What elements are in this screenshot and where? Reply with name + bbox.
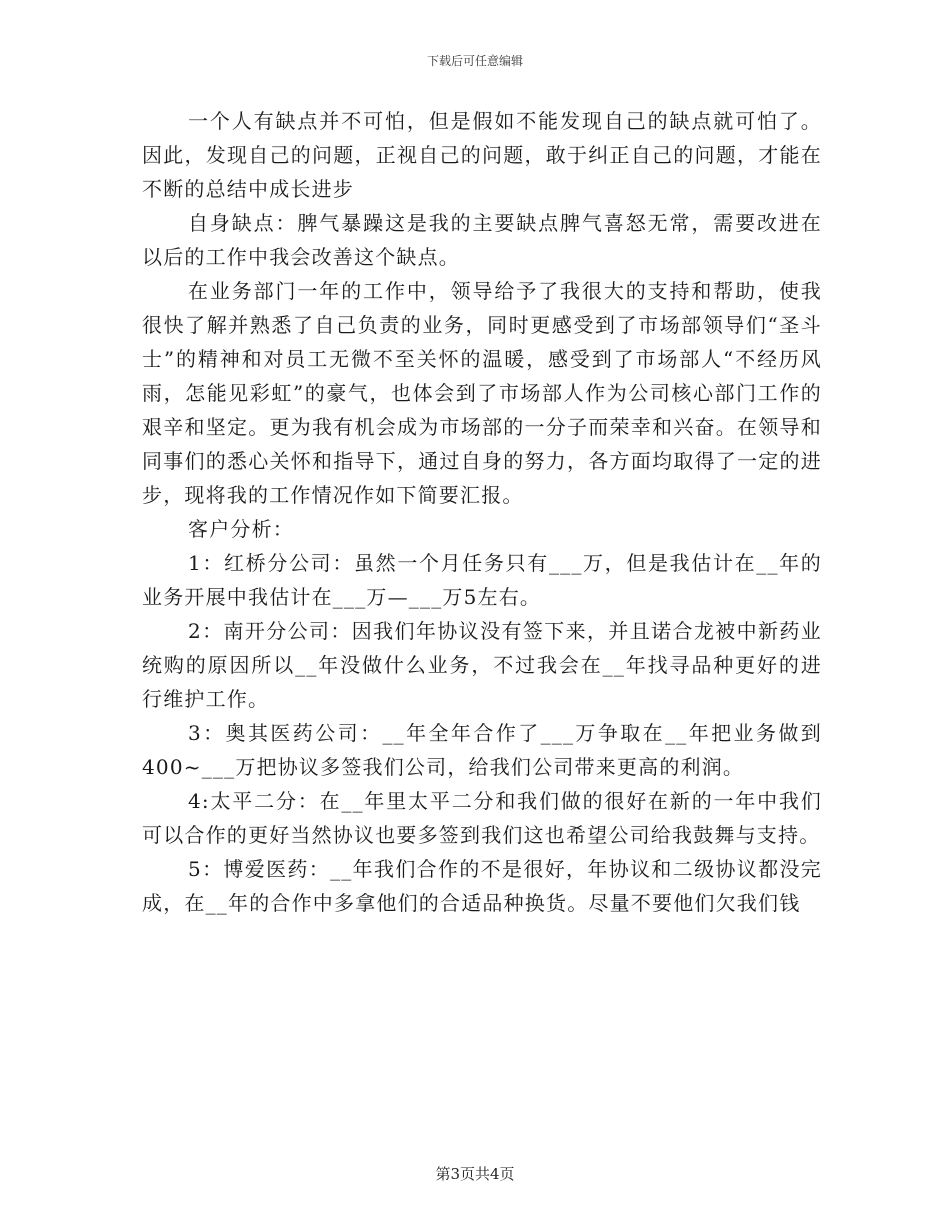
paragraph: 客户分析： bbox=[188, 517, 294, 541]
paragraph: 3：奥其医药公司：__年全年合作了___万争取在__年把业务做到400~___万把协议多签我们公司，给我们公司带来更高的利润。 bbox=[142, 721, 822, 779]
paragraph: 4:太平二分：在__年里太平二分和我们做的很好在新的一年中我们可以合作的更好当然协议也要多签到我们这也希望公司给我鼓舞与支持。 bbox=[142, 789, 822, 847]
paragraph: 1：红桥分公司：虽然一个月任务只有___万，但是我估计在__年的业务开展中我估计在___万—___万5左右。 bbox=[142, 551, 822, 609]
paragraph: 2：南开分公司：因我们年协议没有签下来，并且诺合龙被中新药业统购的原因所以__年没做什么业务，不过我会在__年找寻品种更好的进行维护工作。 bbox=[142, 619, 822, 711]
document-body bbox=[142, 104, 822, 920]
paragraph: 在业务部门一年的工作中，领导给予了我很大的支持和帮助，使我很快了解并熟悉了自己负责的业务，同时更感受到了市场部领导们“圣斗士”的精神和对员工无微不至关怀的温暖，感受到了市场部人“不经历风雨，怎能见彩虹”的豪气，也体会到了市场部人作为公司核心部门工作的艰辛和坚定。更为我有机会成为市场部的一分子而荣幸和兴奋。在领导和同事们的悉心关怀和指导下，通过自身的努力，各方面均取得了一定的进步，现将我的工作情况作如下简要汇报。 bbox=[142, 279, 822, 507]
paragraph: 5：博爱医药：__年我们合作的不是很好，年协议和二级协议都没完成，在__年的合作中多拿他们的合适品种换货。尽量不要他们欠我们钱 bbox=[142, 857, 822, 915]
paragraph: 自身缺点：脾气暴躁这是我的主要缺点脾气喜怒无常，需要改进在以后的工作中我会改善这个缺点。 bbox=[142, 211, 822, 269]
page-header: 下载后可任意编辑 bbox=[426, 54, 523, 68]
page-number-footer: 第3页共4页 bbox=[435, 1165, 515, 1183]
paragraph: 一个人有缺点并不可怕，但是假如不能发现自己的缺点就可怕了。因此，发现自己的问题，正视自己的问题，敢于纠正自己的问题，才能在不断的总结中成长进步 bbox=[142, 109, 822, 201]
